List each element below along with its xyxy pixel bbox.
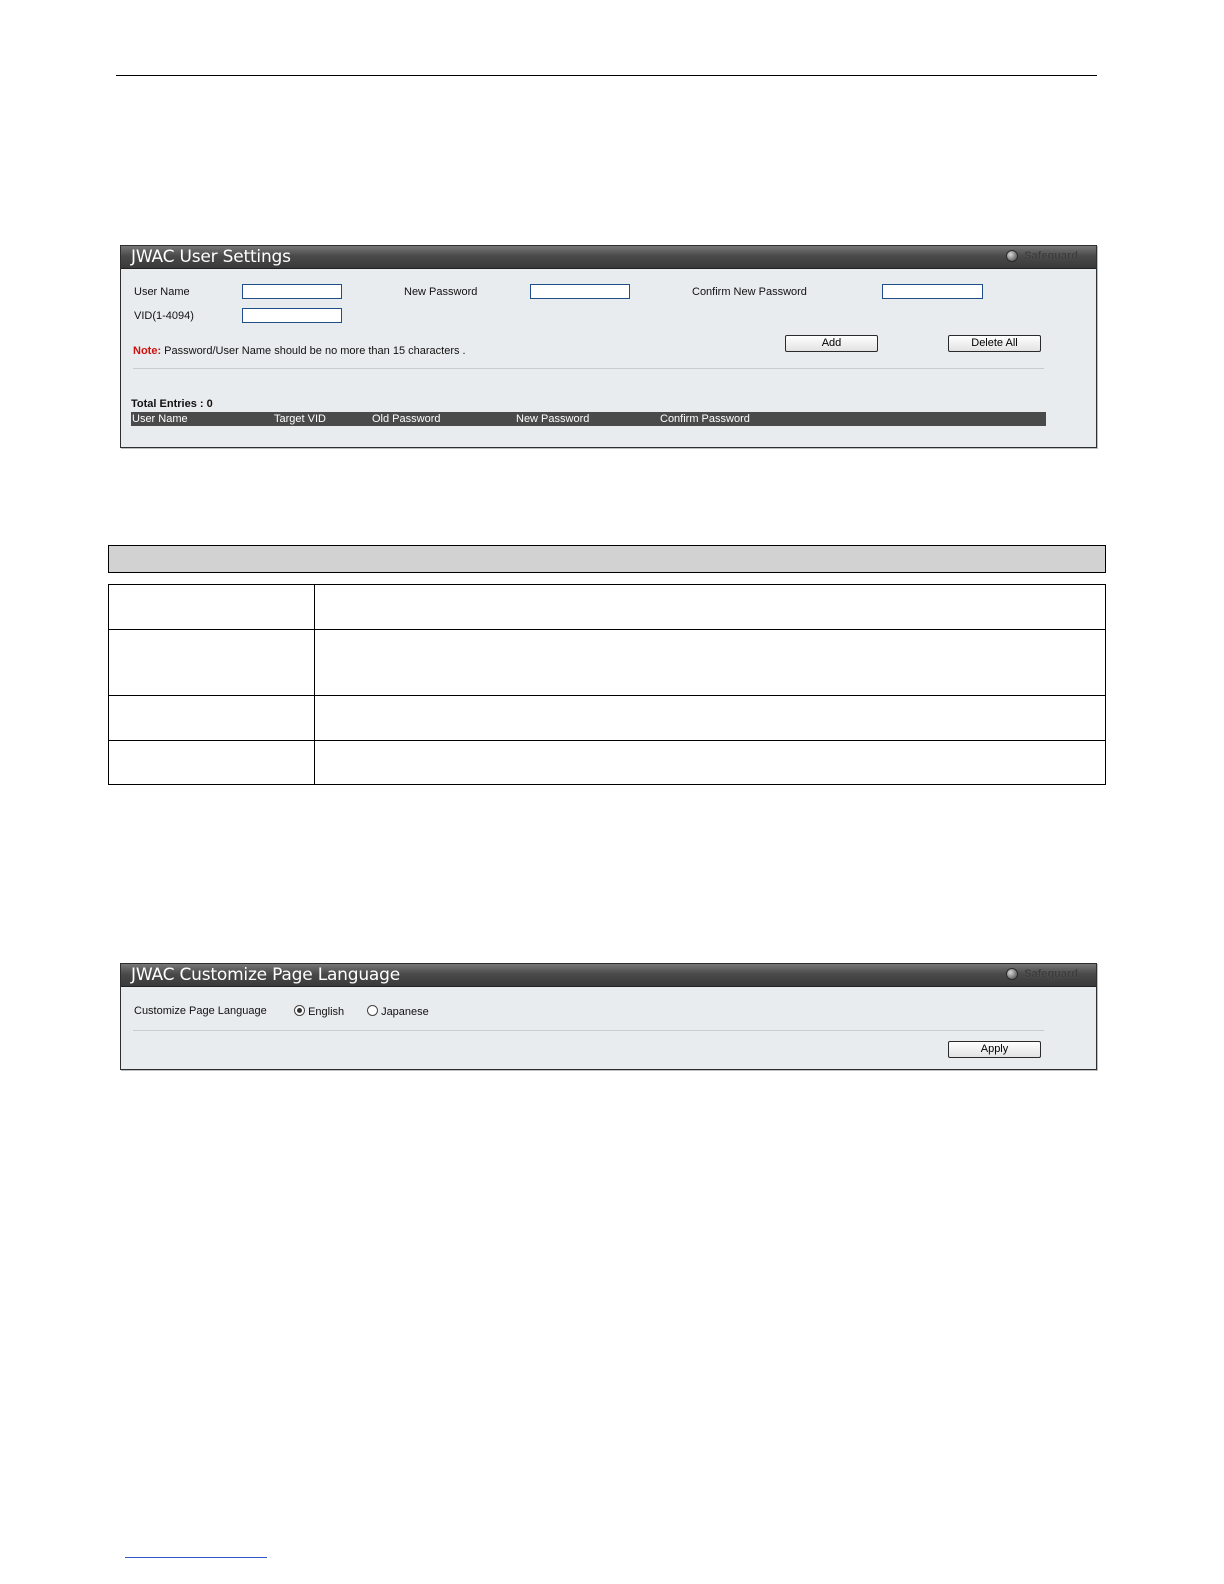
delete-all-button[interactable]: Delete All (948, 335, 1041, 352)
safeguard-indicator (1006, 250, 1078, 262)
description-cell (315, 585, 1106, 630)
description-table-header (108, 545, 1106, 573)
new-password-input[interactable] (530, 284, 630, 299)
description-cell (315, 741, 1106, 785)
separator (133, 1030, 1044, 1031)
radio-unselected-icon[interactable] (367, 1005, 378, 1016)
column-header-user-name: User Name (132, 413, 188, 425)
column-header-new-password: New Password (516, 413, 590, 425)
table-row (109, 696, 1106, 741)
safeguard-icon (1006, 250, 1018, 262)
header-rule (116, 75, 1097, 76)
description-cell (315, 630, 1106, 696)
column-header-old-password: Old Password (372, 413, 441, 425)
confirm-new-password-input[interactable] (882, 284, 983, 299)
radio-selected-icon[interactable] (294, 1005, 305, 1016)
safeguard-icon (1006, 968, 1018, 980)
description-table (108, 584, 1106, 785)
safeguard-label: Safeguard (1024, 968, 1078, 980)
radio-label-japanese: Japanese (381, 1006, 429, 1018)
radio-option-japanese[interactable] (367, 1005, 429, 1018)
panel-title: JWAC User Settings (131, 247, 291, 267)
parameter-cell (109, 741, 315, 785)
user-name-label: User Name (134, 286, 190, 298)
apply-button[interactable]: Apply (948, 1041, 1041, 1058)
customize-page-language-label: Customize Page Language (134, 1005, 267, 1017)
description-cell (315, 696, 1106, 741)
vid-label: VID(1-4094) (134, 310, 194, 322)
total-entries: Total Entries : 0 (131, 398, 213, 410)
radio-option-english[interactable] (294, 1005, 344, 1018)
radio-label-english: English (308, 1006, 345, 1018)
column-header-confirm-password: Confirm Password (660, 413, 750, 425)
column-header-target-vid: Target VID (274, 413, 326, 425)
panel-header (121, 246, 1096, 269)
user-name-input[interactable] (242, 284, 342, 299)
note-body: Password/User Name should be no more than 15 characters . (161, 345, 466, 357)
parameter-cell (109, 696, 315, 741)
safeguard-label: Safeguard (1024, 250, 1078, 262)
table-row (109, 585, 1106, 630)
footer-link-underline[interactable] (125, 1557, 267, 1558)
new-password-label: New Password (404, 286, 478, 298)
add-button[interactable]: Add (785, 335, 878, 352)
note-text (133, 345, 466, 357)
entries-table-header (131, 412, 1046, 426)
safeguard-indicator (1006, 968, 1078, 980)
table-row (109, 630, 1106, 696)
panel-header (121, 964, 1096, 987)
jwac-user-settings-panel (120, 245, 1097, 448)
separator (133, 368, 1044, 369)
confirm-new-password-label: Confirm New Password (692, 286, 807, 298)
parameter-cell (109, 585, 315, 630)
jwac-customize-page-language-panel (120, 963, 1097, 1070)
parameter-cell (109, 630, 315, 696)
panel-title: JWAC Customize Page Language (131, 965, 400, 985)
vid-input[interactable] (242, 308, 342, 323)
table-row (109, 741, 1106, 785)
note-prefix: Note: (133, 345, 162, 357)
